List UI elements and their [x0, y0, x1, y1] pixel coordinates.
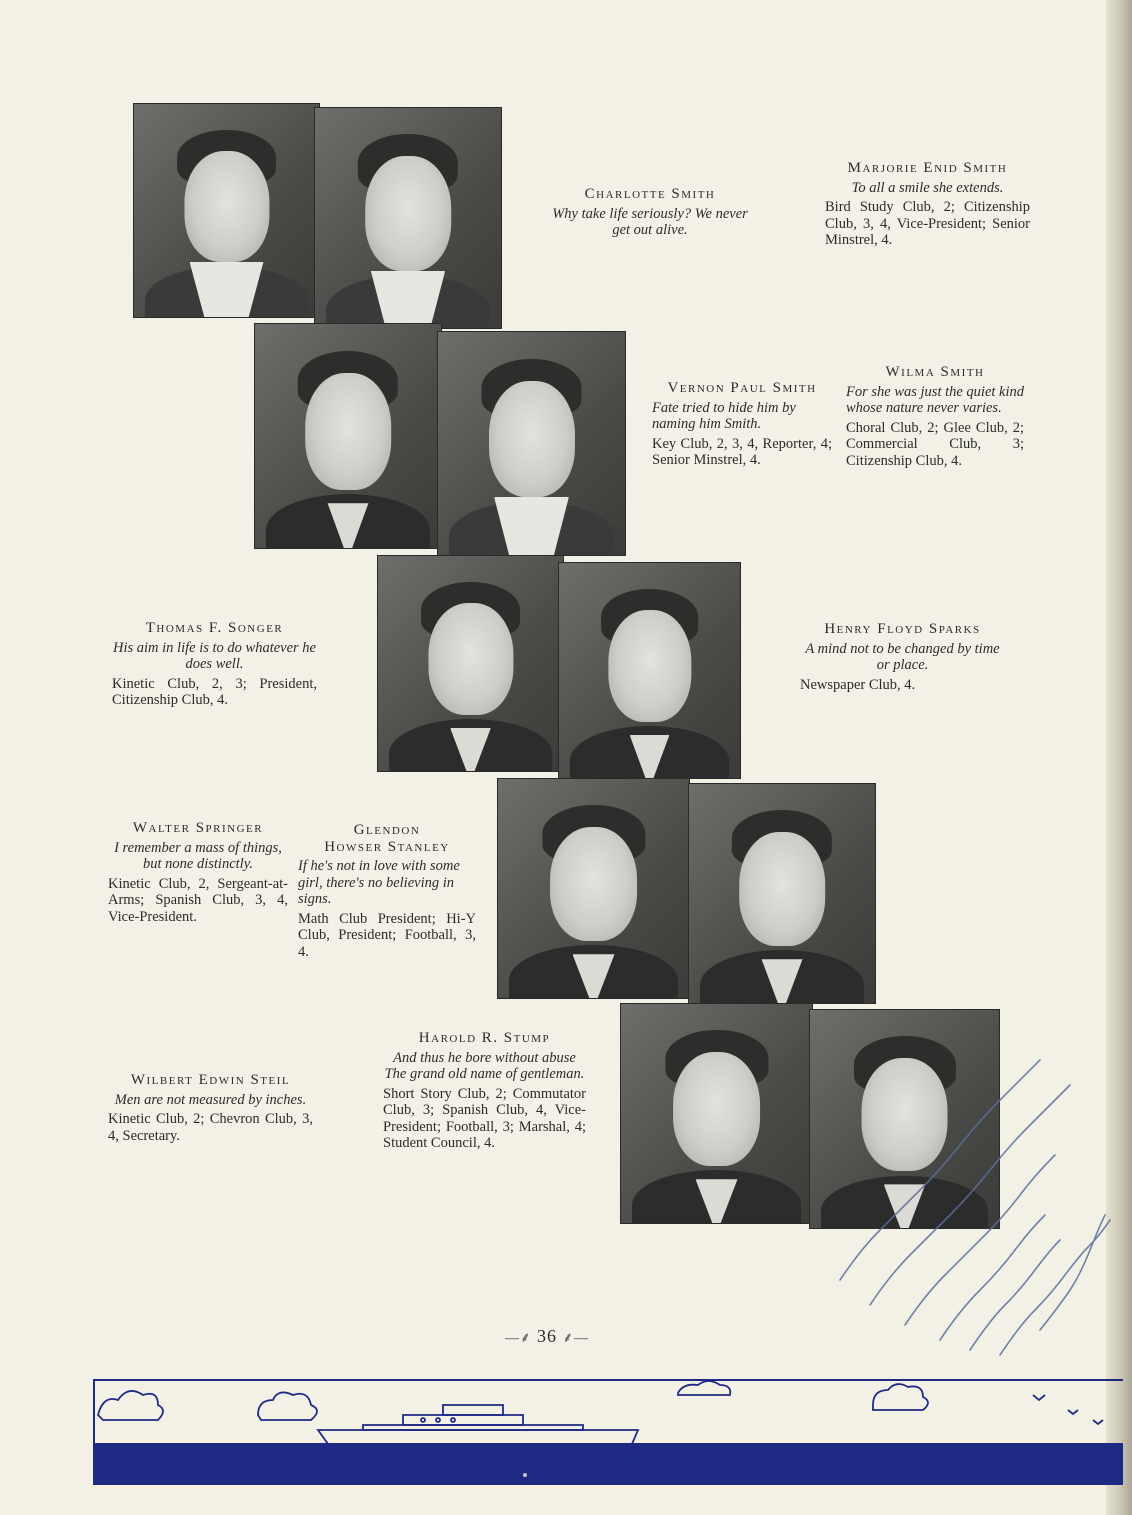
entry-marjorie-enid-smith [825, 160, 1030, 249]
student-name: Charlotte Smith [584, 186, 716, 202]
student-activities: Bird Study Club, 2; Citizenship Club, 3, 4, Vice-President; Senior Minstrel, 4. [825, 199, 1030, 248]
student-activities: Key Club, 2, 3, 4, Reporter, 4; Senior Minstrel, 4. [652, 435, 832, 468]
portrait-marjorie-enid-smith [314, 107, 502, 329]
page-number-value: 36 [537, 1326, 557, 1346]
entry-thomas-f-songer [112, 620, 317, 709]
student-quote: Why take life seriously? We never get out alive. [552, 205, 748, 238]
student-name: Henry Floyd Sparks [824, 621, 981, 637]
student-activities: Kinetic Club, 2, 3; President, Citizenship Club, 4. [112, 675, 317, 708]
student-activities: Choral Club, 2; Glee Club, 2; Commercial Club, 3; Citizenship Club, 4. [846, 419, 1024, 469]
portrait-wilbert-edwin-steil [620, 1003, 813, 1224]
entry-wilma-smith [846, 364, 1024, 469]
student-name-line1: Glendon [353, 822, 421, 838]
student-name: Harold R. Stump [418, 1030, 551, 1046]
portrait-vernon-paul-smith [254, 323, 442, 549]
student-activities: Kinetic Club, 2; Chevron Club, 3, 4, Secretary. [108, 1111, 313, 1144]
student-name: Marjorie Enid Smith [847, 160, 1008, 176]
portrait-henry-floyd-sparks [558, 562, 741, 779]
entry-harold-r-stump [383, 1030, 586, 1152]
student-quote: I remember a mass of things, but none distinctly. [114, 839, 282, 872]
student-name: Wilma Smith [885, 364, 985, 380]
student-activities: Kinetic Club, 2, Sergeant-at-Arms; Spanish Club, 3, 4, Vice-President. [108, 875, 288, 925]
entry-vernon-paul-smith [652, 380, 832, 469]
student-name: Wilbert Edwin Steil [130, 1072, 291, 1088]
entry-henry-floyd-sparks [800, 621, 1005, 693]
left-ornament-icon: —⸙ [505, 1331, 532, 1346]
entry-charlotte-smith [540, 186, 760, 239]
student-name: Walter Springer [132, 820, 264, 836]
portrait-charlotte-smith [133, 103, 320, 318]
student-activities: Newspaper Club, 4. [800, 676, 916, 693]
handwritten-inscription [830, 1010, 1130, 1360]
student-quote: Fate tried to hide him by naming him Smith. [652, 399, 796, 432]
entry-glendon-howser-stanley [298, 822, 476, 960]
student-activities: Short Story Club, 2; Commutator Club, 3; Spanish Club, 4, Vice-President; Football, 3; Marshal, 4; Student Council, 4. [383, 1085, 586, 1151]
entry-walter-springer [108, 820, 288, 925]
portrait-walter-springer [497, 778, 690, 999]
entry-wilbert-edwin-steil [108, 1072, 313, 1144]
student-name: Vernon Paul Smith [667, 380, 817, 396]
student-quote: Men are not measured by inches. [114, 1091, 307, 1108]
decorative-ship-banner [93, 1375, 1123, 1485]
student-quote-line2: The grand old name of gentleman. [384, 1066, 585, 1082]
student-name-line2: Howser Stanley [324, 838, 450, 855]
page-number [505, 1326, 589, 1347]
portrait-thomas-f-songer [377, 555, 564, 772]
student-quote: A mind not to be changed by time or place. [805, 640, 1000, 673]
student-activities: Math Club President; Hi-Y Club, President; Football, 3, 4. [298, 910, 476, 960]
student-name: Thomas F. Songer [145, 620, 284, 636]
student-quote-line1: And thus he bore without abuse [393, 1049, 576, 1066]
student-quote: His aim in life is to do whatever he does well. [113, 639, 316, 672]
portrait-wilma-smith [437, 331, 626, 556]
student-quote: If he's not in love with some girl, there's no believing in signs. [298, 858, 460, 907]
portrait-glendon-howser-stanley [688, 783, 876, 1004]
student-quote: To all a smile she extends. [851, 179, 1004, 196]
student-quote: For she was just the quiet kind whose nature never varies. [846, 383, 1025, 416]
right-ornament-icon: ⸙— [562, 1331, 589, 1346]
